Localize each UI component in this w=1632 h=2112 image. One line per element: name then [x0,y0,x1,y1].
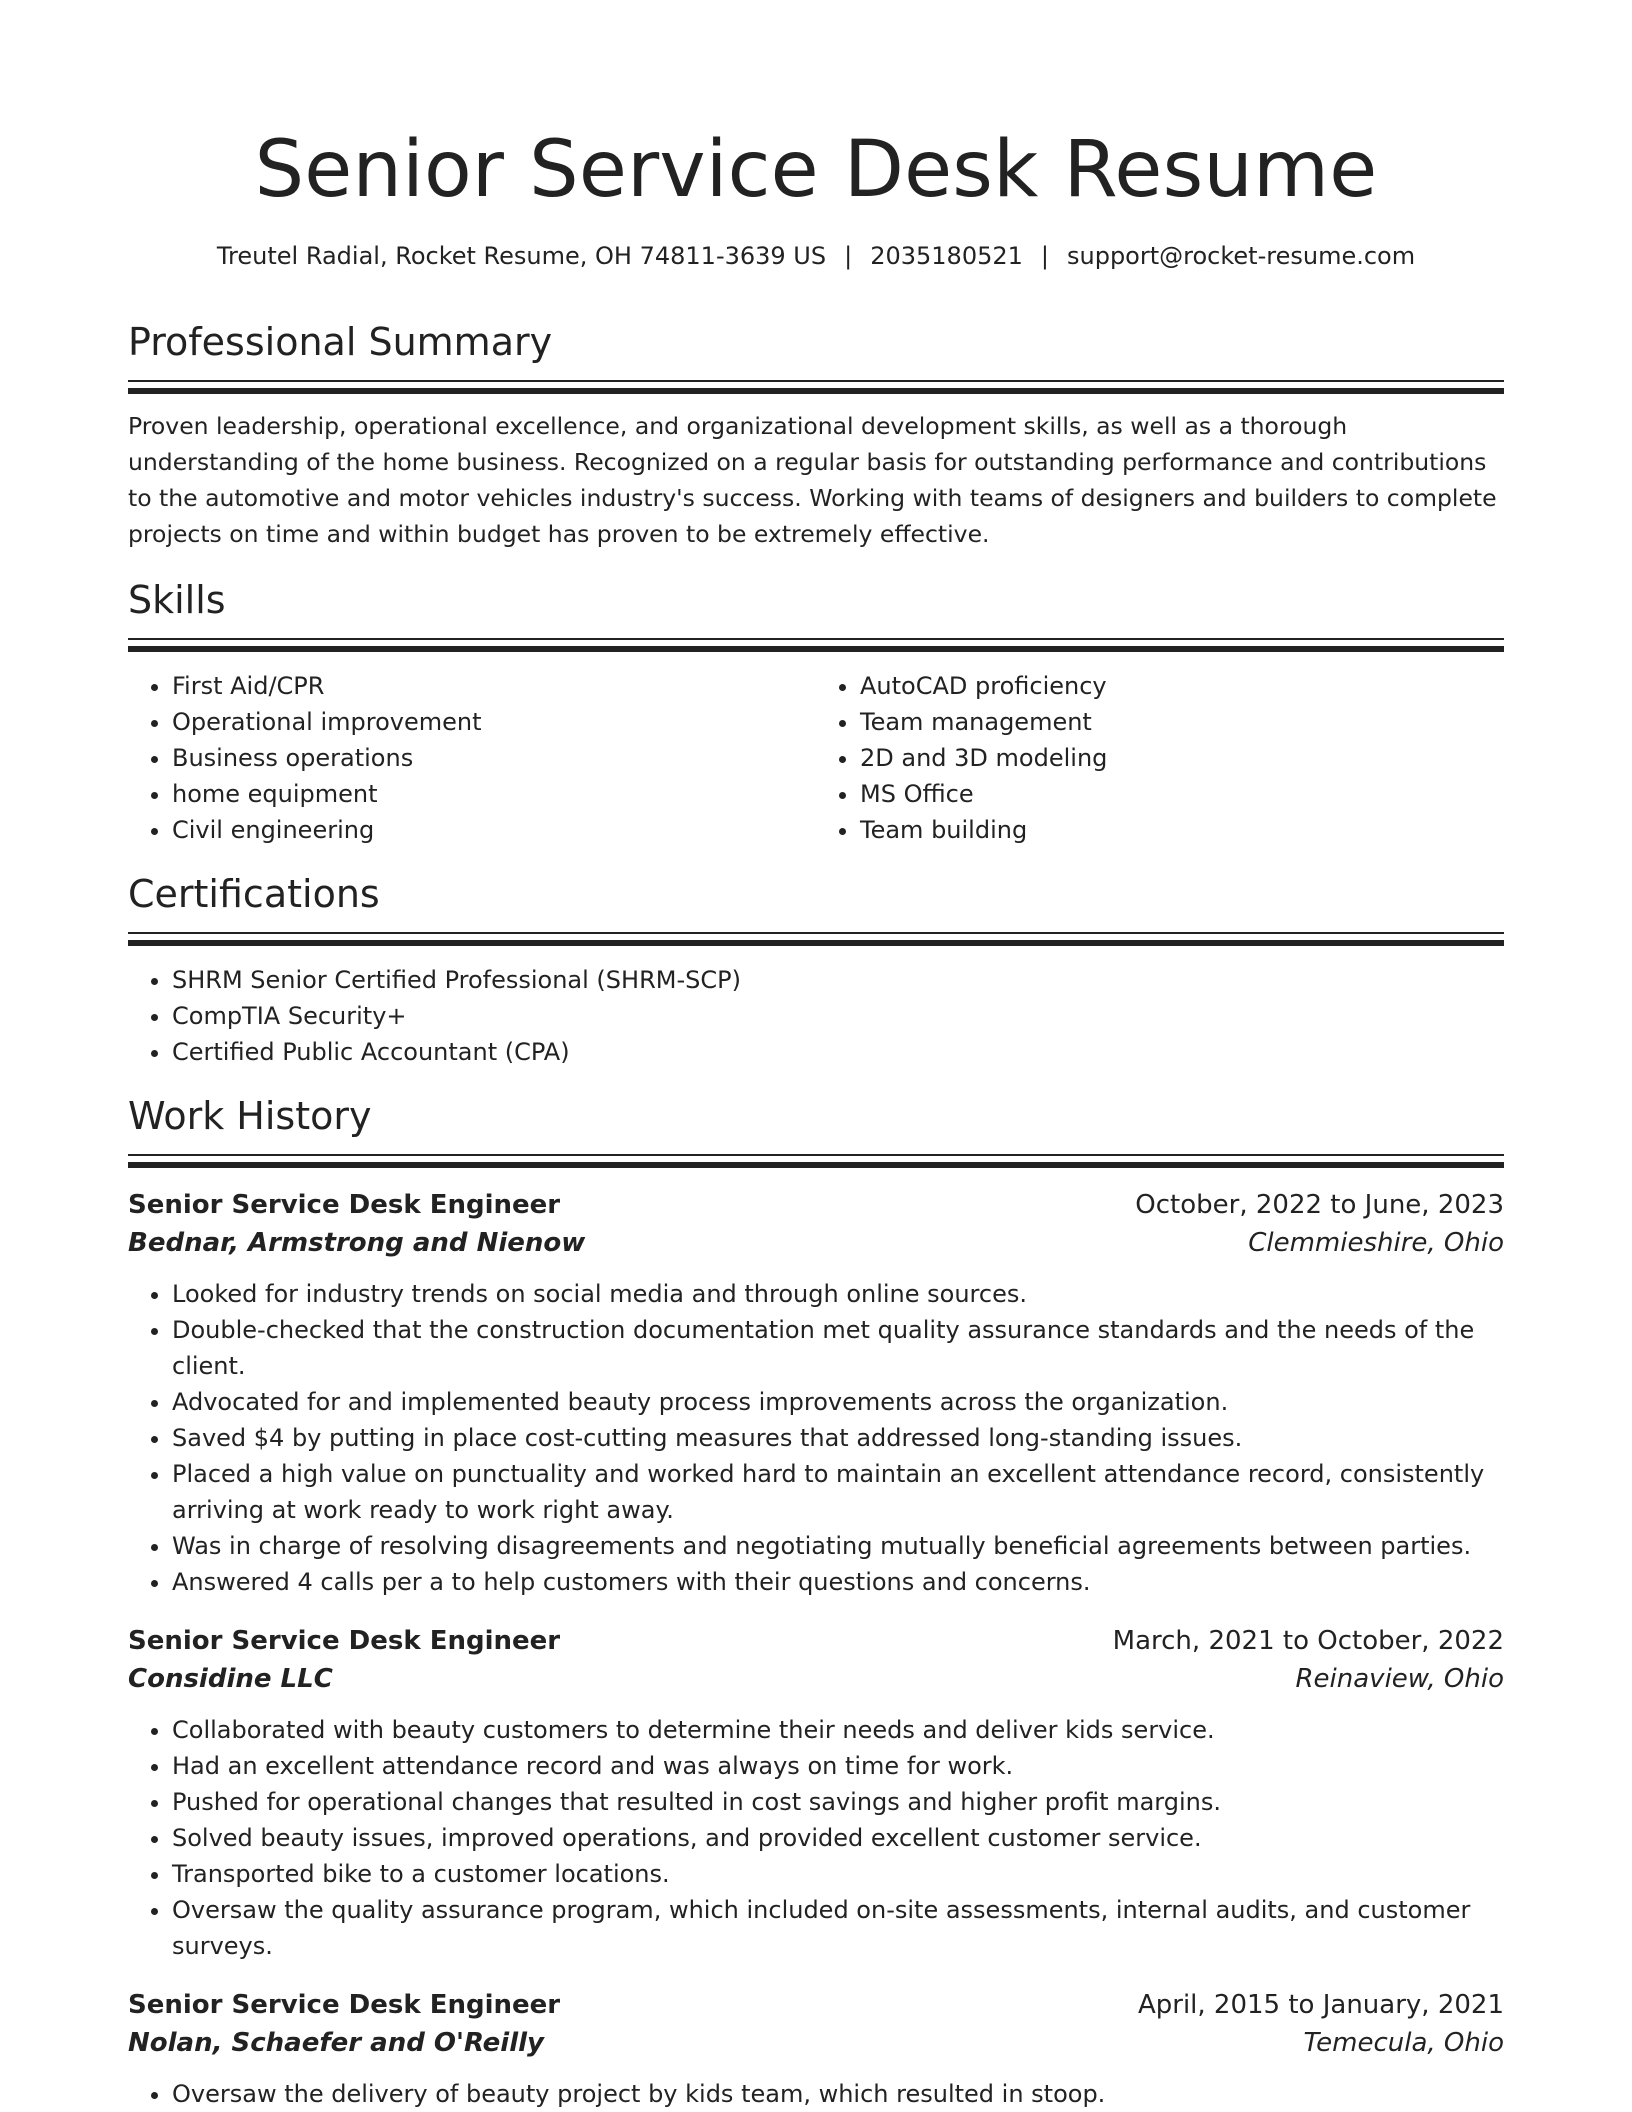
section-divider [128,1154,1504,1168]
contact-phone: 2035180521 [870,242,1023,270]
job-dates: April, 2015 to January, 2021 [1137,1990,1504,2020]
list-item: • Civil engineering [172,812,816,848]
job-header-row [128,1186,1504,1224]
list-item: • Certified Public Accountant (CPA) [172,1034,1504,1070]
job-company: Bednar, Armstrong and Nienow [128,1228,586,1258]
job-company: Nolan, Schaefer and O'Reilly [128,2028,544,2058]
job-location: Clemmieshire, Ohio [1248,1228,1504,1258]
list-item: • MS Office [860,776,1504,812]
list-item: • Had an excellent attendance record and was always on time for work. [172,1748,1504,1784]
contact-separator: | [844,242,853,270]
job-subheader-row [128,2024,1504,2062]
section-professional-summary [128,318,1504,552]
section-certifications [128,870,1504,1070]
section-heading: Certifications [128,872,380,916]
list-item: • Oversaw the delivery of beauty project by kids team, which resulted in stoop. [172,2076,1504,2112]
section-skills [128,576,1504,848]
section-heading: Skills [128,578,226,622]
section-heading: Professional Summary [128,320,553,364]
job-header-row [128,1622,1504,1660]
section-divider [128,380,1504,394]
list-item: • Pushed for operational changes that resulted in cost savings and higher profit margins. [172,1784,1504,1820]
job-location: Reinaview, Ohio [1295,1664,1504,1694]
list-item: • Oversaw the quality assurance program, which included on-site assessments, internal audits, and customer surveys. [172,1892,1504,1964]
list-item: • Team management [860,704,1504,740]
list-item: • First Aid/CPR [172,668,816,704]
list-item: • Transported bike to a customer locations. [172,1856,1504,1892]
job-entry [128,1622,1504,1964]
list-item: • Team building [860,812,1504,848]
certifications-list [128,962,1504,1070]
list-item: • AutoCAD proficiency [860,668,1504,704]
contact-separator: | [1040,242,1049,270]
list-item: • Advocated for and implemented beauty process improvements across the organization. [172,1384,1504,1420]
section-heading: Work History [128,1094,372,1138]
summary-text: Proven leadership, operational excellence, and organizational development skills, as well as a thorough understanding of the home business. Recognized on a regular basis for outstanding performance and contributions to the automotive and motor vehicles industry's success. Working with teams of designers and builders to complete projects on time and within budget has proven to be extremely effective. [128,412,1497,548]
list-item: • Solved beauty issues, improved operations, and provided excellent customer service. [172,1820,1504,1856]
list-item: • Saved $4 by putting in place cost-cutting measures that addressed long-standing issues. [172,1420,1504,1456]
list-item: • Collaborated with beauty customers to determine their needs and deliver kids service. [172,1712,1504,1748]
contact-email: support@rocket-resume.com [1067,242,1416,270]
contact-line [128,238,1504,274]
job-title: Senior Service Desk Engineer [128,1190,561,1220]
job-dates: March, 2021 to October, 2022 [1112,1626,1504,1656]
job-dates: October, 2022 to June, 2023 [1135,1190,1504,1220]
list-item: • SHRM Senior Certified Professional (SHRM-SCP) [172,962,1504,998]
skills-list-right [816,668,1504,848]
job-location: Temecula, Ohio [1303,2028,1504,2058]
job-duties-list [128,1712,1504,1964]
job-subheader-row [128,1660,1504,1698]
list-item: • Double-checked that the construction documentation met quality assurance standards and the needs of the client. [172,1312,1504,1384]
job-duties-list [128,1276,1504,1600]
section-divider [128,932,1504,946]
job-entry [128,1186,1504,1600]
list-item: • Operational improvement [172,704,816,740]
list-item: • home equipment [172,776,816,812]
list-item: • 2D and 3D modeling [860,740,1504,776]
job-header-row [128,1986,1504,2024]
resume-title: Senior Service Desk Resume [254,125,1378,215]
section-work-history [128,1092,1504,2112]
job-company: Considine LLC [128,1664,333,1694]
contact-address: Treutel Radial, Rocket Resume, OH 74811-3639 US [216,242,827,270]
job-title: Senior Service Desk Engineer [128,1990,561,2020]
list-item: • Answered 4 calls per a to help customers with their questions and concerns. [172,1564,1504,1600]
section-divider [128,638,1504,652]
list-item: • Business operations [172,740,816,776]
job-entry [128,1986,1504,2112]
job-subheader-row [128,1224,1504,1262]
skills-grid [128,668,1504,848]
list-item: • CompTIA Security+ [172,998,1504,1034]
job-duties-list [128,2076,1504,2112]
list-item: • Placed a high value on punctuality and worked hard to maintain an excellent attendance record, consistently arriving at work ready to work right away. [172,1456,1504,1528]
job-title: Senior Service Desk Engineer [128,1626,561,1656]
list-item: • Looked for industry trends on social media and through online sources. [172,1276,1504,1312]
skills-list-left [128,668,816,848]
list-item: • Was in charge of resolving disagreements and negotiating mutually beneficial agreements between parties. [172,1528,1504,1564]
